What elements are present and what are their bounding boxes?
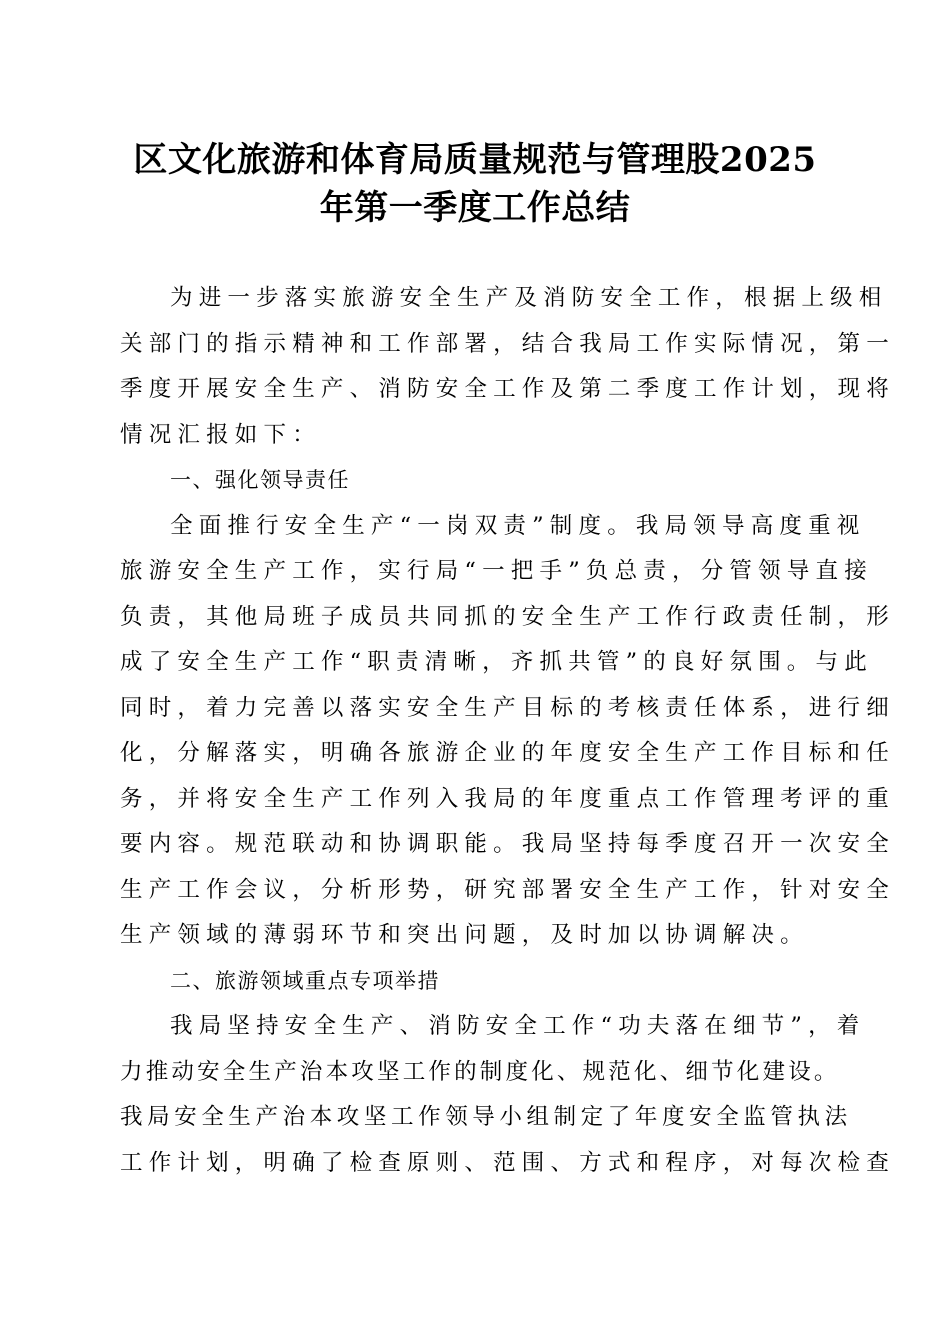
paragraph-line: 要内容。规范联动和协调职能。我局坚持每季度召开一次安全 xyxy=(120,831,895,857)
document-title xyxy=(100,136,850,232)
title-line-1: 区文化旅游和体育局质量规范与管理股2025 xyxy=(133,140,817,180)
paragraph-line: 务，并将安全生产工作列入我局的年度重点工作管理考评的重 xyxy=(120,785,895,812)
paragraph-line: 季度开展安全生产、消防安全工作及第二季度工作计划，现将 xyxy=(120,376,895,402)
document-body xyxy=(120,276,895,1186)
paragraph-line: 同时，着力完善以落实安全生产目标的考核责任体系，进行细 xyxy=(120,694,895,721)
paragraph-line: 我局安全生产治本攻坚工作领导小组制定了年度安全监管执法 xyxy=(120,1104,852,1130)
paragraph-line: 力推动安全生产治本攻坚工作的制度化、规范化、细节化建设。 xyxy=(120,1058,840,1085)
intro-paragraph xyxy=(120,276,895,458)
paragraph-line: 生产工作会议，分析形势，研究部署安全生产工作，针对安全 xyxy=(120,876,895,903)
paragraph-line: 为进一步落实旅游安全生产及消防安全工作，根据上级相 xyxy=(170,285,888,311)
paragraph-line: 全面推行安全生产“一岗双责”制度。我局领导高度重视 xyxy=(170,512,866,539)
paragraph-line: 生产领域的薄弱环节和突出问题，及时加以协调解决。 xyxy=(120,922,809,948)
paragraph-line: 化，分解落实，明确各旅游企业的年度安全生产工作目标和任 xyxy=(120,740,895,766)
section-heading-1: 一、强化领导责任 xyxy=(170,468,350,492)
paragraph-line: 我局坚持安全生产、消防安全工作“功夫落在细节”，着 xyxy=(170,1013,866,1039)
section-2-paragraph xyxy=(120,1004,895,1186)
title-line-2: 年第一季度工作总结 xyxy=(319,188,631,228)
section-heading-2: 二、旅游领域重点专项举措 xyxy=(170,968,440,993)
paragraph-line: 旅游安全生产工作，实行局“一把手”负总责，分管领导直接 xyxy=(120,558,873,584)
paragraph-line: 情况汇报如下： xyxy=(120,421,321,448)
paragraph-line: 关部门的指示精神和工作部署，结合我局工作实际情况，第一 xyxy=(120,330,895,357)
section-1-paragraph xyxy=(120,504,895,959)
paragraph-line: 工作计划，明确了检查原则、范围、方式和程序，对每次检查 xyxy=(120,1149,895,1176)
paragraph-line: 成了安全生产工作“职责清晰，齐抓共管”的良好氛围。与此 xyxy=(120,649,873,675)
paragraph-line: 负责，其他局班子成员共同抓的安全生产工作行政责任制，形 xyxy=(120,603,895,630)
